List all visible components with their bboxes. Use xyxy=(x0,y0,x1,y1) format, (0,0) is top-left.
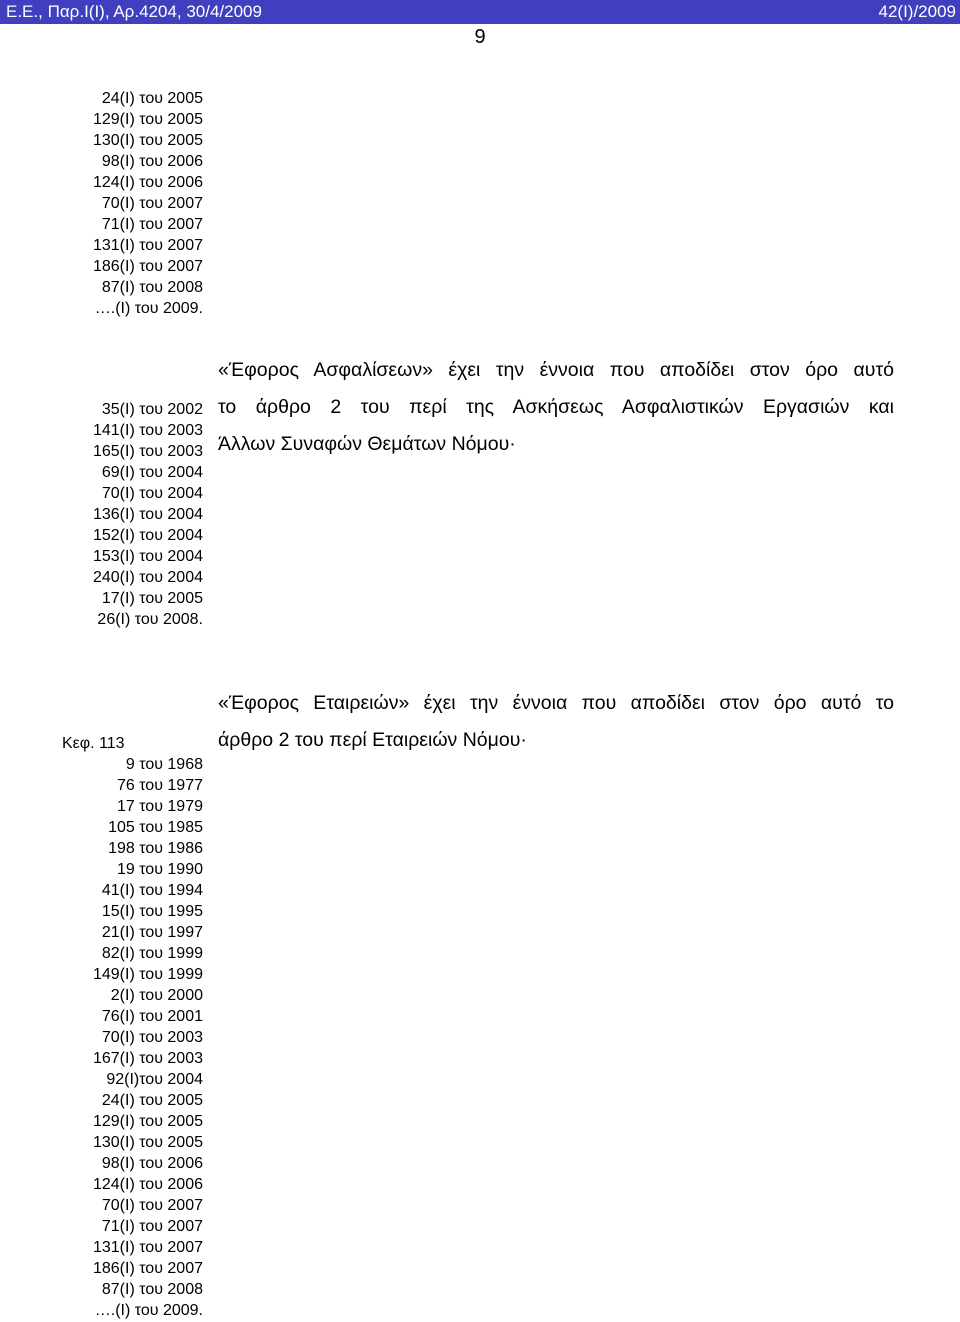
reference-item: 129(Ι) του 2005 xyxy=(92,1113,203,1130)
page-number: 9 xyxy=(474,26,486,48)
reference-item: 19 του 1990 xyxy=(116,861,203,878)
reference-item: 76(Ι) του 2001 xyxy=(101,1008,203,1025)
definition-line: Άλλων Συναφών Θεμάτων Νόμου· xyxy=(218,433,516,455)
reference-item: ….(Ι) του 2009. xyxy=(94,300,203,317)
reference-item: 82(Ι) του 1999 xyxy=(101,945,203,962)
reference-item: 131(Ι) του 2007 xyxy=(92,237,203,254)
reference-item: 76 του 1977 xyxy=(116,777,203,794)
reference-item: 152(Ι) του 2004 xyxy=(92,527,203,544)
reference-item: 35(Ι) του 2002 xyxy=(101,401,203,418)
definition-registrar-of-companies xyxy=(218,685,894,759)
reference-item: 198 του 1986 xyxy=(108,840,203,857)
reference-item: 71(Ι) του 2007 xyxy=(101,1218,203,1235)
reference-item: 70(Ι) του 2003 xyxy=(101,1029,203,1046)
reference-item: 17(Ι) του 2005 xyxy=(101,590,203,607)
amendment-references-3 xyxy=(40,754,203,1321)
reference-item: 41(Ι) του 1994 xyxy=(101,882,203,899)
reference-item: 21(Ι) του 1997 xyxy=(101,924,203,941)
reference-item: 70(Ι) του 2007 xyxy=(101,1197,203,1214)
amendment-references-1 xyxy=(40,88,203,319)
reference-item: 15(Ι) του 1995 xyxy=(101,903,203,920)
gazette-reference: Ε.Ε., Παρ.Ι(Ι), Αρ.4204, 30/4/2009 xyxy=(6,2,262,21)
reference-item: 165(Ι) του 2003 xyxy=(92,443,203,460)
reference-item: 186(Ι) του 2007 xyxy=(92,258,203,275)
reference-item: 129(Ι) του 2005 xyxy=(92,111,203,128)
reference-item: 141(Ι) του 2003 xyxy=(92,422,203,439)
gazette-header xyxy=(0,0,960,24)
reference-item: 87(Ι) του 2008 xyxy=(101,279,203,296)
reference-item: 130(Ι) του 2005 xyxy=(92,132,203,149)
definition-line: το άρθρο 2 του περί της Ασκήσεως Ασφαλιστικών Εργασιών και xyxy=(218,396,894,418)
reference-item: 149(Ι) του 1999 xyxy=(92,966,203,983)
reference-item: 9 του 1968 xyxy=(125,756,203,773)
reference-item: 130(Ι) του 2005 xyxy=(92,1134,203,1151)
reference-item: 2(Ι) του 2000 xyxy=(110,987,203,1004)
reference-item: 167(Ι) του 2003 xyxy=(92,1050,203,1067)
definition-line: «Έφορος Εταιρειών» έχει την έννοια που αποδίδει στον όρο αυτό το xyxy=(218,692,894,714)
amendment-references-2 xyxy=(40,399,203,630)
reference-item: 98(Ι) του 2006 xyxy=(101,153,203,170)
reference-item: 24(Ι) του 2005 xyxy=(101,90,203,107)
reference-item: 153(Ι) του 2004 xyxy=(92,548,203,565)
reference-item: 240(Ι) του 2004 xyxy=(92,569,203,586)
reference-item: 26(Ι) του 2008. xyxy=(97,611,203,628)
reference-item: ….(Ι) του 2009. xyxy=(94,1302,203,1319)
reference-item: 186(Ι) του 2007 xyxy=(92,1260,203,1277)
law-number: 42(Ι)/2009 xyxy=(878,2,956,21)
reference-item: 70(Ι) του 2007 xyxy=(101,195,203,212)
definition-line: άρθρο 2 του περί Εταιρειών Νόμου· xyxy=(218,729,527,751)
reference-item: 136(Ι) του 2004 xyxy=(92,506,203,523)
reference-item: 71(Ι) του 2007 xyxy=(101,216,203,233)
reference-item: 87(Ι) του 2008 xyxy=(101,1281,203,1298)
reference-item: 92(Ι)του 2004 xyxy=(106,1071,203,1088)
reference-item: 24(Ι) του 2005 xyxy=(101,1092,203,1109)
reference-item: 124(Ι) του 2006 xyxy=(92,174,203,191)
reference-item: 124(Ι) του 2006 xyxy=(92,1176,203,1193)
definition-line: «Έφορος Ασφαλίσεων» έχει την έννοια που αποδίδει στον όρο αυτό xyxy=(218,359,894,381)
reference-item: 70(Ι) του 2004 xyxy=(101,485,203,502)
reference-item: 17 του 1979 xyxy=(116,798,203,815)
definition-insurance-commissioner xyxy=(218,352,894,463)
reference-item: 69(Ι) του 2004 xyxy=(101,464,203,481)
reference-item: 98(Ι) του 2006 xyxy=(101,1155,203,1172)
reference-item: 131(Ι) του 2007 xyxy=(92,1239,203,1256)
chapter-reference: Κεφ. 113 xyxy=(62,735,125,752)
reference-item: 105 του 1985 xyxy=(108,819,203,836)
